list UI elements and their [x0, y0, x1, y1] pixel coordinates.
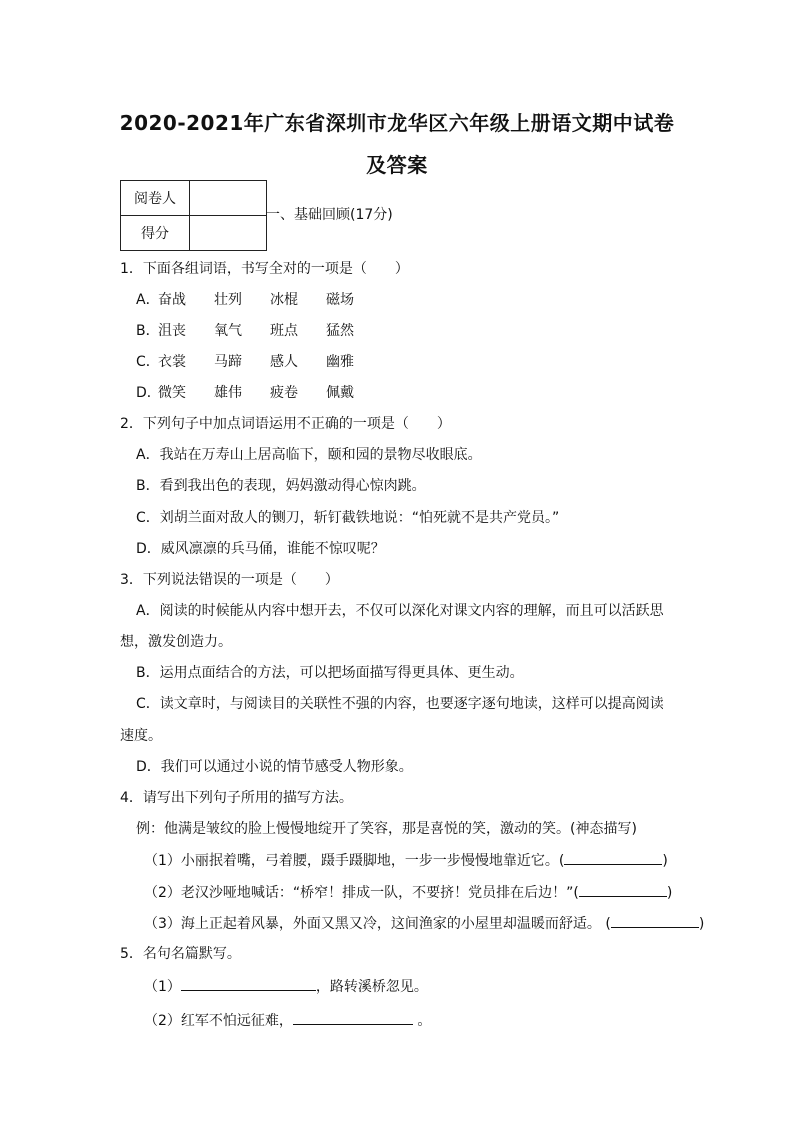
reviewer-cell[interactable]: [190, 181, 267, 216]
q4-example: 例：他满是皱纹的脸上慢慢地绽开了笑容，那是喜悦的笑，激动的笑。(神态描写): [136, 821, 637, 837]
q5-sentence-2: [144, 1010, 431, 1031]
q5-s1-suffix: ，路转溪桥忽见。: [315, 979, 428, 995]
q1-option-c: [136, 352, 382, 372]
q2-option-c: C．刘胡兰面对敌人的铡刀，斩钉截铁地说：“怕死就不是共产党员。”: [136, 510, 560, 526]
option-label: A．: [136, 292, 160, 308]
q4-s2-close: ): [666, 885, 673, 901]
q5-s2-suffix: 。: [412, 1013, 432, 1029]
option-word: 磁场: [326, 292, 354, 308]
section-title: 一、基础回顾(17分): [266, 207, 393, 223]
exam-title-line-2: 及答案: [366, 153, 428, 177]
option-label: D．: [136, 385, 161, 401]
option-word: 班点: [270, 323, 298, 339]
q5-sentence-1: [144, 976, 428, 997]
q4-sentence-1: [144, 850, 668, 871]
q4-s1-text: （1）小丽抿着嘴，弓着腰，蹑手蹑脚地，一步一步慢慢地靠近它。(: [144, 853, 565, 869]
q4-s3-text: （3）海上正起着风暴，外面又黑又冷，这间渔家的小屋里却温暖而舒适。 (: [144, 916, 611, 932]
q5-s1-answer-blank[interactable]: [181, 976, 316, 991]
option-word: 微笑: [158, 385, 186, 401]
q3-option-a-line2: 想，激发创造力。: [120, 634, 232, 650]
option-word: 雄伟: [214, 385, 242, 401]
q3-option-b: B．运用点面结合的方法，可以把场面描写得更具体、更生动。: [136, 665, 524, 681]
option-word: 氧气: [214, 323, 242, 339]
option-word: 奋战: [158, 292, 186, 308]
q4-s3-answer-blank[interactable]: [611, 913, 699, 928]
q4-stem: 4．请写出下列句子所用的描写方法。: [120, 790, 353, 806]
q3-option-a-line1: A．阅读的时候能从内容中想开去，不仅可以深化对课文内容的理解，而且可以活跃思: [136, 603, 664, 619]
q3-stem: 3．下列说法错误的一项是（ ）: [120, 572, 339, 588]
option-word: 壮列: [214, 292, 242, 308]
q4-sentence-2: [144, 882, 672, 903]
q4-s1-close: ): [662, 853, 668, 869]
score-cell[interactable]: [190, 216, 267, 251]
option-word: 冰棍: [270, 292, 298, 308]
option-word: 猛然: [326, 323, 354, 339]
q2-stem: 2．下列句子中加点词语运用不正确的一项是（ ）: [120, 416, 451, 432]
q5-s1-prefix: （1）: [144, 979, 181, 995]
option-word: 幽雅: [326, 354, 354, 370]
q5-stem: 5．名句名篇默写。: [120, 946, 241, 962]
q1-option-d: [136, 383, 382, 403]
option-word: 马蹄: [214, 354, 242, 370]
option-word: 疲卷: [270, 385, 298, 401]
q3-option-c-line1: C．读文章时，与阅读目的关联性不强的内容，也要逐字逐句地读，这样可以提高阅读: [136, 696, 664, 712]
reviewer-label: 阅卷人: [121, 181, 190, 216]
q4-s2-text: （2）老汉沙哑地喊话：“桥窄！排成一队，不要挤！党员排在后边！”(: [144, 885, 579, 901]
q1-option-b: [136, 321, 382, 341]
q4-s1-answer-blank[interactable]: [564, 850, 662, 865]
q4-s3-close: ): [698, 916, 705, 932]
option-word: 衣裳: [158, 354, 186, 370]
q2-option-b: B．看到我出色的表现，妈妈激动得心惊肉跳。: [136, 478, 426, 494]
q1-option-a: [136, 290, 382, 310]
option-word: 感人: [270, 354, 298, 370]
q2-option-d: D．威风凛凛的兵马俑，谁能不惊叹呢？: [136, 541, 385, 557]
q5-s2-prefix: （2）红军不怕远征难，: [144, 1013, 293, 1029]
q4-s2-answer-blank[interactable]: [579, 882, 667, 897]
exam-title-line-1: 2020-2021年广东省深圳市龙华区六年级上册语文期中试卷: [119, 111, 675, 135]
option-word: 佩戴: [326, 385, 354, 401]
score-table: [120, 180, 267, 251]
q4-sentence-3: [144, 913, 704, 934]
score-label: 得分: [121, 216, 190, 251]
q5-s2-answer-blank[interactable]: [293, 1010, 413, 1025]
q3-option-d: D．我们可以通过小说的情节感受人物形象。: [136, 759, 413, 775]
q3-option-c-line2: 速度。: [120, 728, 162, 744]
option-word: 沮丧: [158, 323, 186, 339]
q2-option-a: A．我站在万寿山上居高临下，颐和园的景物尽收眼底。: [136, 447, 482, 463]
q1-stem: 1．下面各组词语，书写全对的一项是（ ）: [120, 261, 409, 277]
option-label: C．: [136, 354, 160, 370]
option-label: B．: [136, 323, 160, 339]
